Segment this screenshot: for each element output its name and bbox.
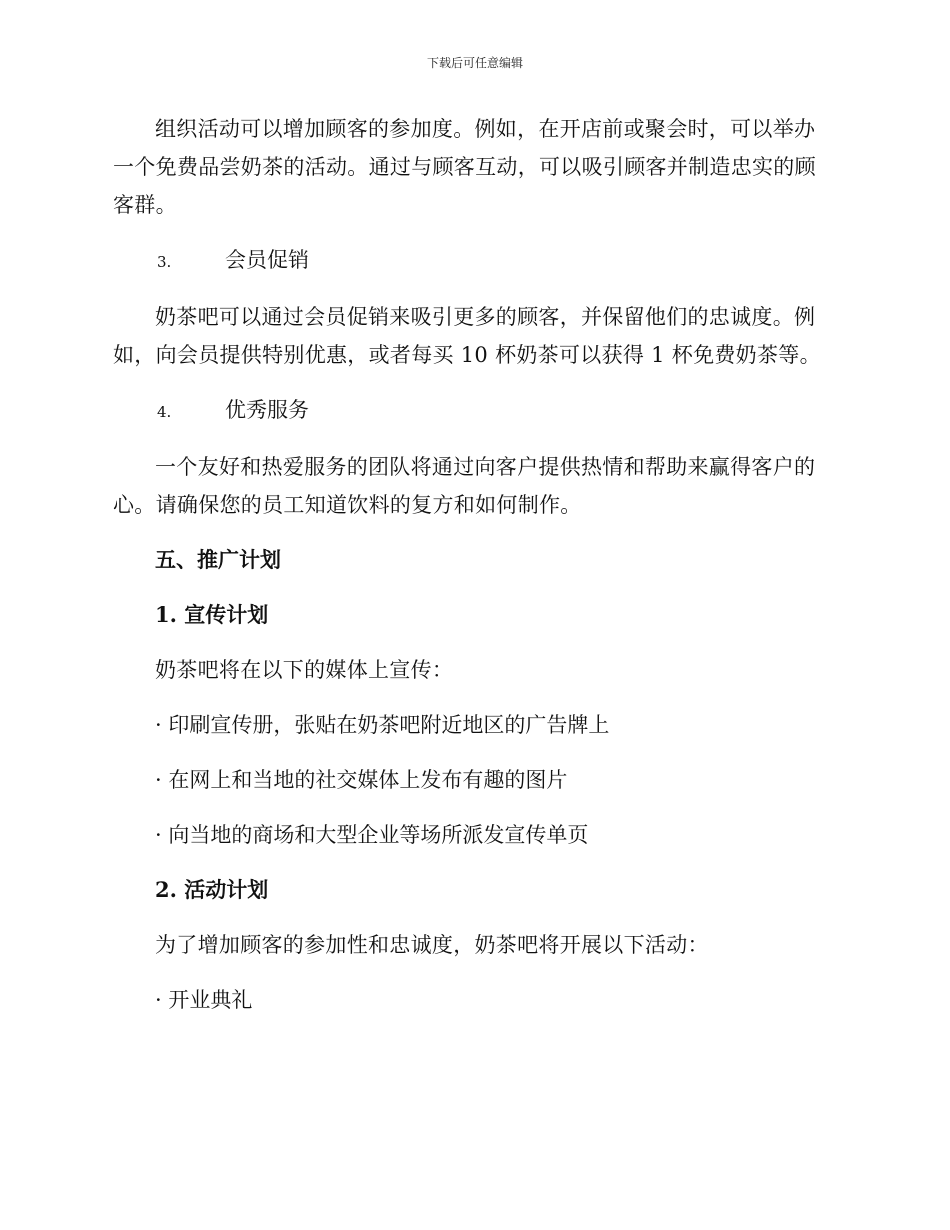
section-heading-promotion: 五、推广计划	[155, 547, 281, 572]
paragraph-events: 为了增加顾客的参加性和忠诚度，奶茶吧将开展以下活动：	[155, 933, 709, 957]
document-body	[113, 110, 831, 1036]
subheading-publicity: 1. 宣传计划	[155, 602, 269, 627]
bullet-item: · 开业典礼	[155, 988, 253, 1012]
list-label: 会员促销	[225, 248, 309, 272]
list-number: 4.	[157, 403, 172, 421]
list-number: 3.	[157, 253, 172, 271]
bullet-item: · 向当地的商场和大型企业等场所派发宣传单页	[155, 823, 589, 847]
page-header: 下载后可任意编辑	[426, 56, 523, 70]
list-label: 优秀服务	[225, 398, 309, 422]
list-item-service	[113, 391, 831, 431]
paragraph-service: 一个友好和热爱服务的团队将通过向客户提供热情和帮助来赢得客户的心。请确保您的员工知道饮料的复方和如何制作。	[113, 455, 816, 517]
paragraph-activities: 组织活动可以增加顾客的参加度。例如，在开店前或聚会时，可以举办一个免费品尝奶茶的活动。通过与顾客互动，可以吸引顾客并制造忠实的顾客群。	[113, 117, 816, 217]
subheading-events: 2. 活动计划	[155, 877, 269, 902]
list-item-membership	[113, 241, 831, 281]
bullet-item: · 印刷宣传册，张贴在奶茶吧附近地区的广告牌上	[155, 713, 610, 737]
bullet-item: · 在网上和当地的社交媒体上发布有趣的图片	[155, 768, 568, 792]
paragraph-membership: 奶茶吧可以通过会员促销来吸引更多的顾客，并保留他们的忠诚度。例如，向会员提供特别优惠，或者每买 10 杯奶茶可以获得 1 杯免费奶茶等。	[113, 305, 821, 367]
paragraph-media: 奶茶吧将在以下的媒体上宣传：	[155, 658, 454, 682]
